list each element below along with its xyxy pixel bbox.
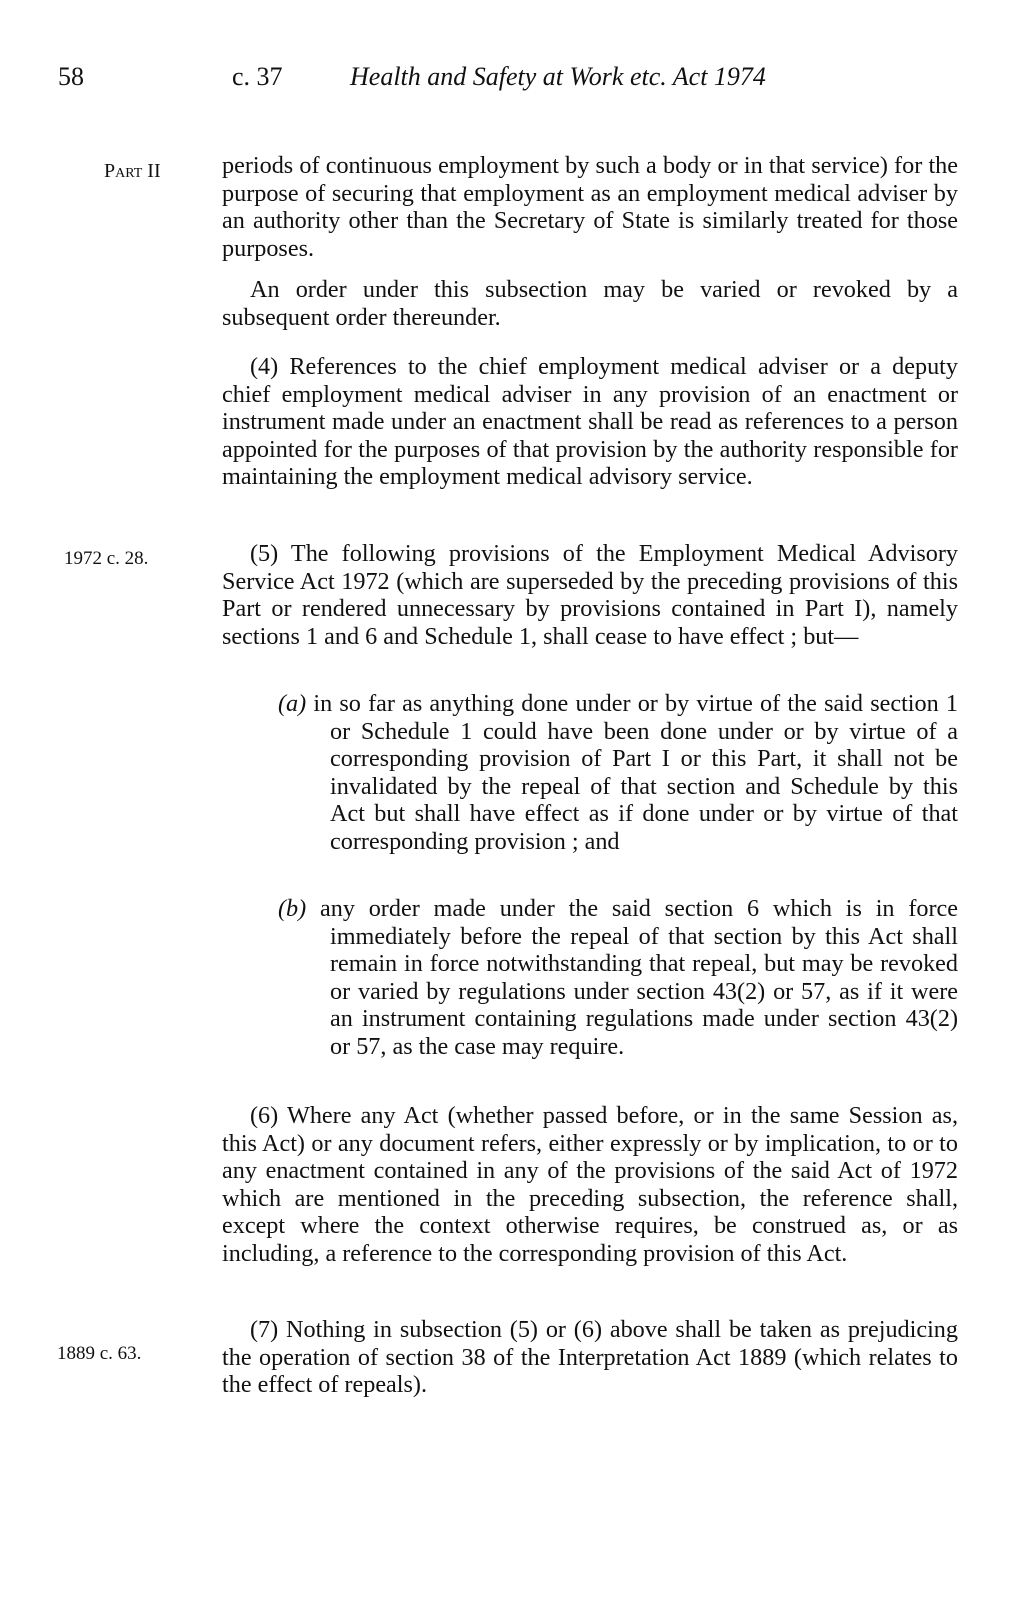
subsection-4 — [222, 353, 958, 491]
subsection-5 — [222, 540, 958, 650]
paragraph-continuation: periods of continuous employment by such a body or in that service) for the purpose of securing that employment as an employment medical adviser by an authority other than the Secretary of State is similarly treated for those purposes. — [222, 152, 958, 262]
margin-ref-1889: 1889 c. 63. — [57, 1343, 142, 1364]
item-text-b: any order made under the said section 6 which is in force immediately before the repeal of that section by this Act shall remain in force notwithstanding that repeal, but may be revoked or varied by regulations under section 43(2) or 57, as if it were an instrument containing regulations made under section 43(2) or 57, as the case may require. — [320, 895, 958, 1060]
item-label-a: (a) — [278, 690, 307, 717]
item-label-b: (b) — [278, 895, 307, 922]
page-number: 58 — [58, 62, 84, 91]
running-title: Health and Safety at Work etc. Act 1974 — [350, 62, 766, 91]
page-header — [0, 62, 1024, 98]
paragraph-order: An order under this subsection may be varied or revoked by a subsequent order thereunder. — [222, 276, 958, 331]
subsection-5-item-b — [278, 895, 958, 1060]
order-paragraph — [222, 276, 958, 331]
margin-ref-1972: 1972 c. 28. — [64, 548, 149, 569]
chapter-reference: c. 37 — [232, 62, 283, 91]
continuation-paragraph — [222, 152, 958, 262]
item-text-a: in so far as anything done under or by virtue of the said section 1 or Schedule 1 could have been done under or by virtue of a corresponding provision of Part I or this Part, it shall not be invalidated by the repeal of that section and Schedule by this Act but shall have effect as if done under or by virtue of that corresponding provision ; and — [313, 690, 958, 855]
part-label: Part II — [104, 160, 161, 182]
paragraph-subsection-7: (7) Nothing in subsection (5) or (6) above shall be taken as prejudicing the operation of section 38 of the Interpretation Act 1889 (which relates to the effect of repeals). — [222, 1316, 958, 1398]
paragraph-subsection-4: (4) References to the chief employment medical adviser or a deputy chief employment medical adviser in any provision of an enactment or instrument made under an enactment shall be read as references to a person appointed for the purposes of that provision by the authority responsible for maintaining the employment medical advisory service. — [222, 353, 958, 490]
subsection-5-item-a — [278, 690, 958, 855]
subsection-6 — [222, 1102, 958, 1267]
paragraph-subsection-6: (6) Where any Act (whether passed before, or in the same Session as, this Act) or any document refers, either expressly or by implication, to or to any enactment contained in any of the provisions of the said Act of 1972 which are mentioned in the preceding subsection, the reference shall, except where the context otherwise requires, be construed as, or as including, a reference to the corresponding provision of this Act. — [222, 1102, 958, 1267]
subsection-7 — [222, 1316, 958, 1399]
paragraph-subsection-5: (5) The following provisions of the Employment Medical Advisory Service Act 1972 (which are superseded by the preceding provisions of this Part or rendered unnecessary by provisions contained in Part I), namely sections 1 and 6 and Schedule 1, shall cease to have effect ; but— — [222, 540, 958, 650]
